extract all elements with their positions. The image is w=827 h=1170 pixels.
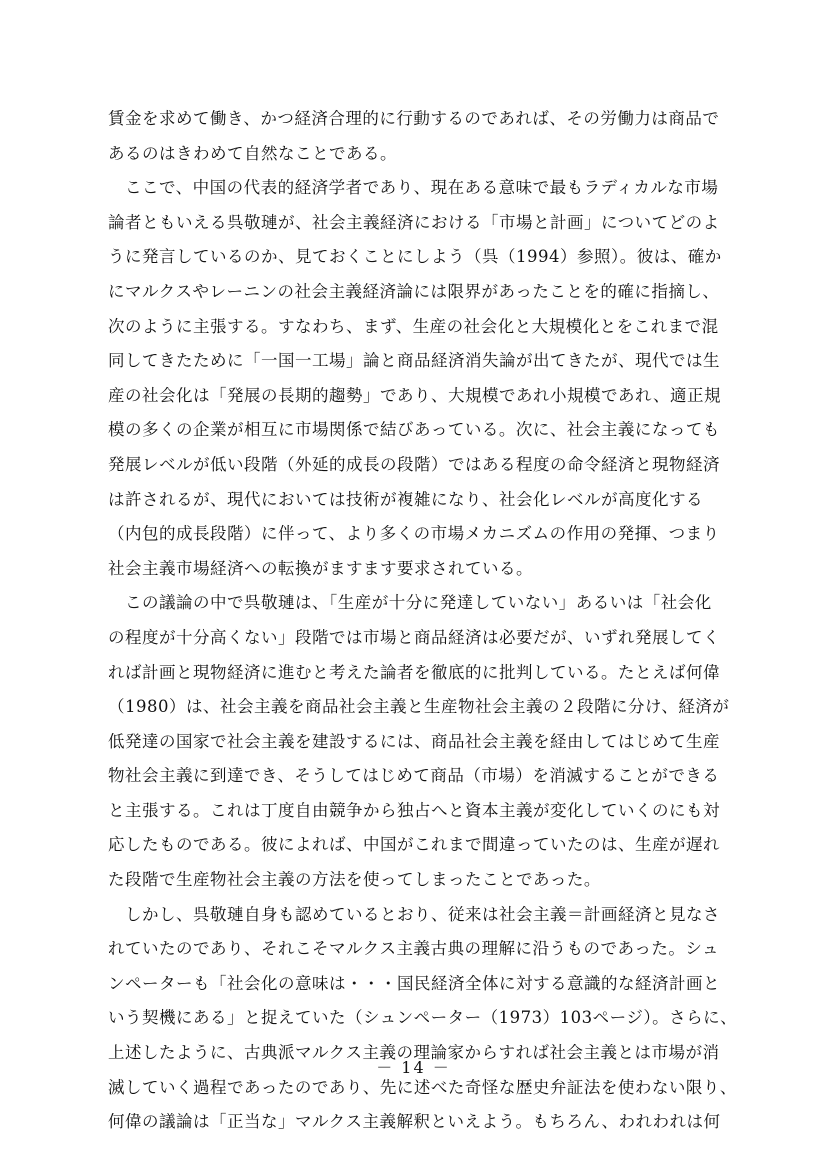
text-line: た段階で生産物社会主義の方法を使ってしまったことであった。 bbox=[108, 870, 601, 890]
text-line: 物社会主義に到達でき、そうしてはじめて商品（市場）を消滅することができる bbox=[108, 766, 720, 786]
text-line: 低発達の国家で社会主義を建設するには、商品社会主義を経由してはじめて生産 bbox=[108, 731, 720, 751]
page-number: － 14 － bbox=[376, 1058, 451, 1077]
text-line: 論者ともいえる呉敬璉が、社会主義経済における「市場と計画」についてどのよ bbox=[108, 212, 720, 232]
text-line: （1980）は、社会主義を商品社会主義と生産物社会主義の２段階に分け、経済が bbox=[108, 697, 730, 717]
text-line: 産の社会化は「発展の長期的趨勢」であり、大規模であれ小規模であれ、適正規 bbox=[108, 385, 721, 405]
text-line: 社会主義市場経済への転換がますます要求されている。 bbox=[108, 558, 533, 578]
text-line: いう契機にある」と捉えていた（シュンペーター（1973）103ページ）。さらに、 bbox=[108, 1008, 738, 1028]
text-line: 模の多くの企業が相互に市場関係で結びあっている。次に、社会主義になっても bbox=[108, 420, 720, 440]
text-line: ここで、中国の代表的経済学者であり、現在ある意味で最もラディカルな市場 bbox=[108, 178, 719, 198]
text-line: 上述したように、古典派マルクス主義の理論家からすれば社会主義とは市場が消 bbox=[108, 1043, 720, 1063]
text-line: 発展レベルが低い段階（外延的成長の段階）ではある程度の命令経済と現物経済 bbox=[108, 454, 720, 474]
text-line: ンペーターも「社会化の意味は・・・国民経済全体に対する意識的な経済計画と bbox=[108, 973, 720, 993]
text-line: うに発言しているのか、見ておくことにしよう（呉（1994）参照）。彼は、確か bbox=[108, 247, 722, 267]
text-line: と主張する。これは丁度自由競争から独占へと資本主義が変化していくのにも対 bbox=[108, 800, 720, 820]
text-line: 同してきたために「一国一工場」論と商品経済消失論が出てきたが、現代では生 bbox=[108, 351, 720, 371]
text-line: は許されるが、現代においては技術が複雑になり、社会化レベルが高度化する bbox=[108, 489, 703, 509]
text-line: れていたのであり、それこそマルクス主義古典の理解に沿うものであった。シュ bbox=[108, 939, 720, 959]
text-line: の程度が十分高くない」段階では市場と商品経済は必要だが、いずれ発展してく bbox=[108, 627, 720, 647]
text-line: しかし、呉敬璉自身も認めているとおり、従来は社会主義＝計画経済と見なさ bbox=[108, 904, 720, 924]
text-line: 次のように主張する。すなわち、まず、生産の社会化と大規模化とをこれまで混 bbox=[108, 316, 719, 336]
text-line: 応したものである。彼によれば、中国がこれまで間違っていたのは、生産が遅れ bbox=[108, 835, 720, 855]
text-line: 滅していく過程であったのであり、先に述べた奇怪な歴史弁証法を使わない限り、 bbox=[108, 1077, 737, 1097]
text-line: 賃金を求めて働き、かつ経済合理的に行動するのであれば、その労働力は商品で bbox=[108, 109, 720, 128]
text-line: （内包的成長段階）に伴って、より多くの市場メカニズムの作用の発揮、つまり bbox=[108, 524, 720, 544]
body-text bbox=[108, 102, 768, 1140]
text-line: 何偉の議論は「正当な」マルクス主義解釈といえよう。もちろん、われわれは何 bbox=[108, 1112, 721, 1132]
text-line: にマルクスやレーニンの社会主義経済論には限界があったことを的確に指摘し、 bbox=[108, 281, 720, 301]
text-line: れば計画と現物経済に進むと考えた論者を徹底的に批判している。たとえば何偉 bbox=[108, 662, 720, 682]
text-line: あるのはきわめて自然なことである。 bbox=[108, 143, 397, 163]
text-line: この議論の中で呉敬璉は、「生産が十分に発達していない」あるいは「社会化 bbox=[108, 593, 712, 613]
